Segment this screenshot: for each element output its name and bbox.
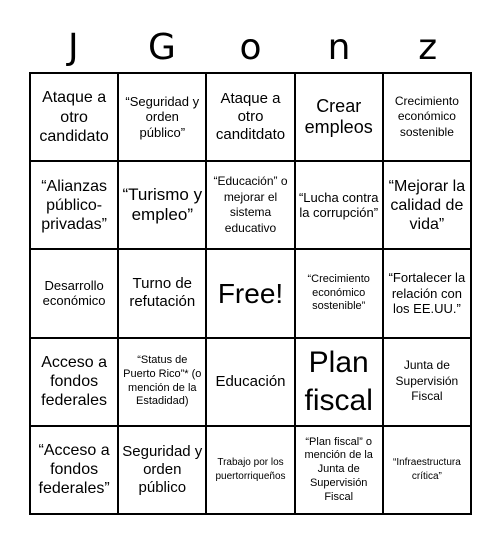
bingo-cell[interactable]: “Alianzas público-privadas” xyxy=(30,161,118,249)
bingo-cell[interactable]: “Infraestructura crítica” xyxy=(383,426,471,514)
bingo-cell[interactable]: “Seguridad y orden público” xyxy=(118,73,206,161)
bingo-cell[interactable]: Seguridad y orden público xyxy=(118,426,206,514)
bingo-cell[interactable]: Desarrollo económico xyxy=(30,249,118,337)
bingo-cell[interactable]: “Turismo y empleo” xyxy=(118,161,206,249)
free-space[interactable]: Free! xyxy=(206,249,294,337)
bingo-cell[interactable]: Trabajo por los puertorriqueños xyxy=(206,426,294,514)
bingo-cell[interactable]: “Fortalecer la relación con los EE.UU.” xyxy=(383,249,471,337)
header-letter-2: G xyxy=(147,27,176,68)
bingo-cell[interactable]: Plan fiscal xyxy=(295,338,383,426)
header-letter-5: z xyxy=(418,27,438,68)
bingo-cell[interactable]: “Mejorar la calidad de vida” xyxy=(383,161,471,249)
bingo-cell[interactable]: “Status de Puerto Rico”* (o mención de la Estadidad) xyxy=(118,338,206,426)
header-letter-3: o xyxy=(239,27,262,68)
header-letter-1: J xyxy=(67,27,79,68)
bingo-cell[interactable]: Ataque a otro candidato xyxy=(30,73,118,161)
bingo-cell[interactable]: “Educación” o mejorar el sistema educativo xyxy=(206,161,294,249)
bingo-cell[interactable]: “Lucha contra la corrupción” xyxy=(295,161,383,249)
bingo-cell[interactable]: Turno de refutación xyxy=(118,249,206,337)
bingo-cell[interactable]: Acceso a fondos federales xyxy=(30,338,118,426)
bingo-cell[interactable]: “Plan fiscal” o mención de la Junta de Supervisión Fiscal xyxy=(295,426,383,514)
bingo-header xyxy=(29,24,472,72)
bingo-cell[interactable]: Crecimiento económico sostenible xyxy=(383,73,471,161)
bingo-cell[interactable]: “Acceso a fondos federales” xyxy=(30,426,118,514)
header-letter-4: n xyxy=(327,27,351,68)
bingo-cell[interactable]: Ataque a otro canditdato xyxy=(206,73,294,161)
bingo-cell[interactable]: Junta de Supervisión Fiscal xyxy=(383,338,471,426)
bingo-cell[interactable]: “Crecimiento económico sostenible” xyxy=(295,249,383,337)
bingo-cell[interactable]: Educación xyxy=(206,338,294,426)
bingo-cell[interactable]: Crear empleos xyxy=(295,73,383,161)
bingo-grid xyxy=(29,72,472,515)
